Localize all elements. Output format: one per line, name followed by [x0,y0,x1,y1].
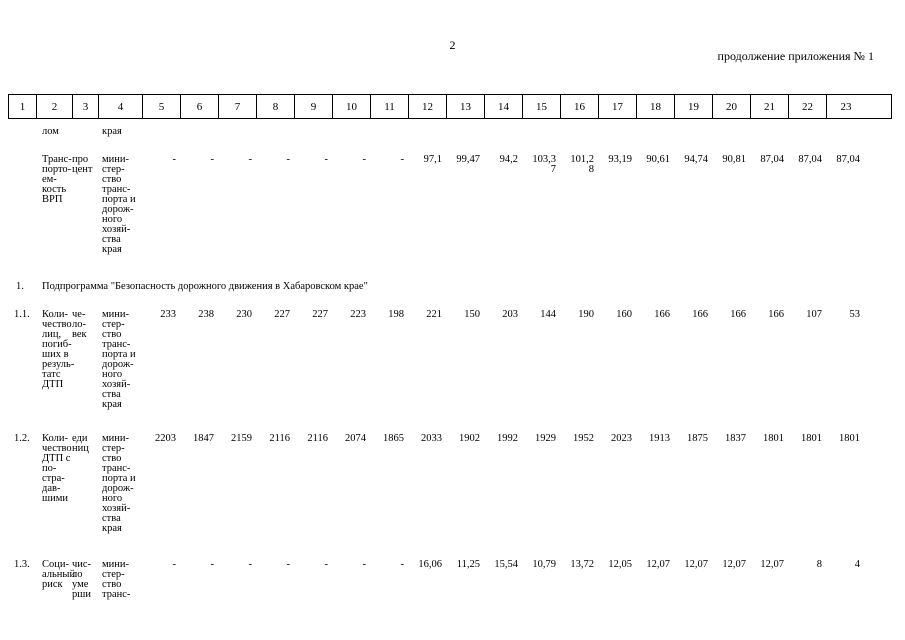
value-cell: 107 [806,309,822,320]
value-cell: 12,07 [684,559,708,570]
value-cell: 166 [730,309,746,320]
value-cell: 223 [350,309,366,320]
value-cell: - [362,154,366,165]
value-cell: 90,61 [646,154,670,165]
value-cell: 1837 [725,433,746,444]
header-col-6: 6 [181,95,219,118]
value-cell: - [324,154,328,165]
value-cell: 94,2 [499,154,518,165]
value-cell: 227 [274,309,290,320]
header-col-22: 22 [789,95,827,118]
value-cell: 1952 [573,433,594,444]
value-cell: 15,54 [494,559,518,570]
value-cell: 1801 [763,433,784,444]
value-cell: 160 [616,309,632,320]
continued-cell-col2: лом [42,126,59,137]
indicator-unit: чис- ло уме рши [72,559,92,600]
header-col-13: 13 [447,95,485,118]
value-cell: 166 [768,309,784,320]
indicator-name: Коли- чество ДТП с по- стра- дав- шими [42,433,72,504]
header-col-20: 20 [713,95,751,118]
value-cell: 12,07 [646,559,670,570]
row-number: 1.3. [14,559,30,570]
header-col-23: 23 [840,100,852,113]
header-col-21: 21 [751,95,789,118]
indicator-name: Коли- чество лиц, погиб- ших в резуль- татс ДТП [42,309,75,390]
value-cell: 198 [388,309,404,320]
continued-cell-col4: края [102,126,122,137]
value-cell: 12,07 [722,559,746,570]
value-cell: - [248,559,252,570]
value-cell: 190 [578,309,594,320]
value-cell: 1902 [459,433,480,444]
page-number: 2 [449,38,456,52]
header-col-14: 14 [485,95,523,118]
row-number: 1.1. [14,309,30,320]
value-cell: - [248,154,252,165]
value-cell: - [400,559,404,570]
value-cell: 12,07 [760,559,784,570]
value-cell: 101,2 8 [570,154,594,175]
value-cell: 16,06 [418,559,442,570]
header-col-10: 10 [333,95,371,118]
header-col-17: 17 [599,95,637,118]
value-cell: - [400,154,404,165]
value-cell: 1929 [535,433,556,444]
value-cell: 233 [160,309,176,320]
value-cell: 1801 [839,433,860,444]
value-cell: 87,04 [798,154,822,165]
value-cell: 1992 [497,433,518,444]
header-col-8: 8 [257,95,295,118]
value-cell: 2203 [155,433,176,444]
value-cell: 53 [849,309,860,320]
header-col-1: 1 [9,95,37,118]
value-cell: 1847 [193,433,214,444]
header-col-3: 3 [73,95,99,118]
indicator-unit: еди ниц [72,433,89,454]
value-cell: 87,04 [760,154,784,165]
header-col-7: 7 [219,95,257,118]
value-cell: 221 [426,309,442,320]
indicator-name: Соци- альный риск [42,559,76,590]
responsible-org: мини- стер- ство транс- порта и дорож- ного хозяй- ства края [102,154,136,255]
value-cell: 13,72 [570,559,594,570]
value-cell: 2116 [269,433,290,444]
value-cell: 230 [236,309,252,320]
value-cell: 1913 [649,433,670,444]
value-cell: 10,79 [532,559,556,570]
value-cell: - [286,559,290,570]
row-number: 1.2. [14,433,30,444]
value-cell: 90,81 [722,154,746,165]
value-cell: - [210,559,214,570]
value-cell: - [362,559,366,570]
value-cell: 8 [816,559,822,570]
value-cell: 203 [502,309,518,320]
section-title: Подпрограмма "Безопасность дорожного движения в Хабаровском крае" [42,281,368,292]
responsible-org: мини- стер- ство транс- порта и дорож- ного хозяй- ства края [102,433,136,534]
table-header-row [8,94,892,119]
responsible-org: мини- стер- ство транс- порта и дорож- ного хозяй- ства края [102,309,136,410]
value-cell: 2159 [231,433,252,444]
value-cell: 150 [464,309,480,320]
value-cell: 1875 [687,433,708,444]
value-cell: 1865 [383,433,404,444]
header-col-18: 18 [637,95,675,118]
value-cell: 99,47 [456,154,480,165]
indicator-name: Транс- порто- ем- кость ВРП [42,154,72,205]
header-col-12: 12 [409,95,447,118]
value-cell: 2023 [611,433,632,444]
header-col-2: 2 [37,95,73,118]
indicator-unit: про цент [72,154,93,175]
value-cell: - [210,154,214,165]
header-col-4: 4 [99,95,143,118]
value-cell: 1801 [801,433,822,444]
header-col-15: 15 [523,95,561,118]
value-cell: 11,25 [456,559,480,570]
value-cell: 103,3 7 [532,154,556,175]
value-cell: 166 [654,309,670,320]
indicator-unit: че- ло- век [72,309,87,340]
value-cell: 94,74 [684,154,708,165]
value-cell: 144 [540,309,556,320]
value-cell: 2033 [421,433,442,444]
header-col-11: 11 [371,95,409,118]
value-cell: 87,04 [836,154,860,165]
value-cell: 4 [854,559,860,570]
value-cell: 238 [198,309,214,320]
value-cell: - [172,154,176,165]
header-col-9: 9 [295,95,333,118]
value-cell: 12,05 [608,559,632,570]
value-cell: 2074 [345,433,366,444]
value-cell: 227 [312,309,328,320]
section-number: 1. [16,281,24,292]
value-cell: 93,19 [608,154,632,165]
header-col-16: 16 [561,95,599,118]
value-cell: - [172,559,176,570]
value-cell: 166 [692,309,708,320]
value-cell: - [286,154,290,165]
appendix-continuation-label: продолжение приложения № 1 [717,49,874,63]
header-col-5: 5 [143,95,181,118]
responsible-org: мини- стер- ство транс- [102,559,131,600]
header-col-19: 19 [675,95,713,118]
value-cell: - [324,559,328,570]
value-cell: 2116 [307,433,328,444]
value-cell: 97,1 [423,154,442,165]
